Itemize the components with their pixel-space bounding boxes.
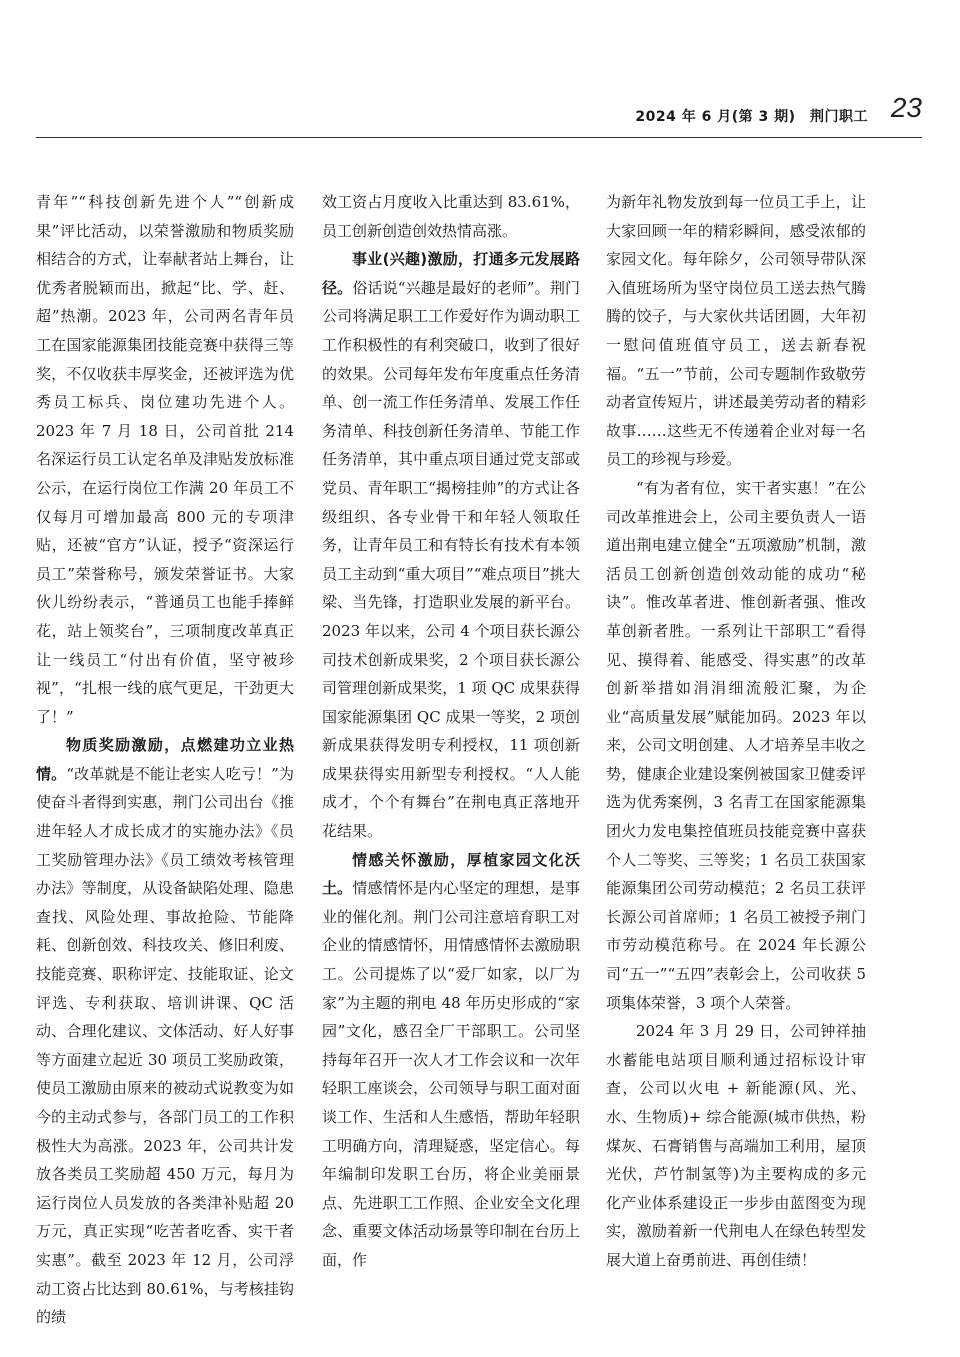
paragraph-body: 情感情怀是内心坚定的理想，是事业的催化剂。荆门公司注意培育职工对企业的情感情怀，用情感情怀去激励职工。公司提炼了以“爱厂如家，以厂为家”为主题的荆电 48 年历史形成的“家园”文化，感召全厂干部职工。公司坚持每年召开一次人才工作会议和一次年轻职工座谈会，公司领导与职工面对面谈工作、生活和人生感悟，帮助年轻职工明确方向，清理疑惑，坚定信心。每年编制印发职工台历，将企业美丽景点、先进职工工作照、企业安全文化理念、重要文体活动场景等印制在台历上面，作 bbox=[322, 879, 580, 1269]
issue-date: 2024 年 6 月(第 3 期) bbox=[635, 109, 796, 125]
page-number: 23 bbox=[890, 92, 922, 123]
section-heading: 事业(兴趣)激励，打通多元发展路径。 bbox=[322, 250, 580, 297]
paragraph: 青年”“科技创新先进个人”“创新成果”评比活动，以荣誉激励和物质奖励相结合的方式，让奉献者站上舞台，让优秀者脱颖而出，掀起“比、学、赶、超”热潮。2023 年，公司两名青年员工在国家能源集团技能竞赛中获得三等奖，不仅收获丰厚奖金，还被评选为优秀员工标兵、岗位建功先进个人。2023 年 7 月 18 日，公司首批 214 名深运行员工认定名单及津贴发放标准公示，在运行岗位工作满 20 年员工不仅每月可增加最高 800 元的专项津贴，还被“官方”认证，授予“资深运行员工”荣誉称号，颁发荣誉证书。大家伙儿纷纷表示，“普通员工也能手捧鲜花，站上领奖台”，三项制度改革真正让一线员工“付出有价值，坚守被珍视”，“扎根一线的底气更足，干劲更大了！” bbox=[36, 193, 294, 726]
article-column-3 bbox=[606, 188, 866, 1298]
paragraph bbox=[322, 245, 580, 845]
section-heading: 物质奖励激励，点燃建功立业热情。 bbox=[36, 736, 294, 783]
article-column-1 bbox=[36, 188, 294, 1327]
paragraph-body: 俗话说“兴趣是最好的老师”。荆门公司将满足职工工作爱好作为调动职工工作积极性的有利突破口，收到了很好的效果。公司每年发布年度重点任务清单、创一流工作任务清单、发展工作任务清单、科技创新任务清单、节能工作任务清单，其中重点项目通过党支部或党员、青年职工“揭榜挂帅”的方式让各级组织、各专业骨干和年轻人领取任务，让青年员工和有特长有技术有本领员工主动到“重大项目”“难点项目”挑大梁、当先锋，打造职业发展的新平台。2023 年以来，公司 4 个项目获长源公司技术创新成果奖，2 个项目获长源公司管理创新成果奖，1 项 QC 成果获得国家能源集团 QC 成果一等奖，2 项创新成果获得发明专利授权，11 项创新成果获得实用新型专利授权。“人人能成才，个个有舞台”在荆电真正落地开花结果。 bbox=[322, 278, 580, 841]
paragraph: 效工资占月度收入比重达到 83.61%，员工创新创造创效热情高涨。 bbox=[322, 193, 580, 240]
paragraph bbox=[322, 846, 580, 1275]
paragraph: 为新年礼物发放到每一位员工手上，让大家回顾一年的精彩瞬间，感受浓郁的家园文化。每年除夕，公司领导带队深入值班场所为坚守岗位员工送去热气腾腾的饺子，与大家伙共话团圆，大年初一慰问值班值守员工，送去新春祝福。“五一”节前，公司专题制作致敬劳动者宣传短片，讲述最美劳动者的精彩故事……这些无不传递着企业对每一名员工的珍视与珍爱。 bbox=[606, 193, 866, 469]
article-column-2 bbox=[322, 188, 580, 1298]
page-header bbox=[36, 92, 922, 136]
section-heading: 情感关怀激励，厚植家园文化沃土。 bbox=[322, 850, 580, 898]
header-rule bbox=[36, 137, 922, 138]
paragraph bbox=[36, 731, 294, 1331]
issue-and-publication bbox=[635, 106, 868, 126]
paragraph: 2024 年 3 月 29 日，公司钟祥抽水蓄能电站项目顺利通过招标设计审查，公司以火电 + 新能源(风、光、水、生物质)+ 综合能源(城市供热，粉煤灰、石膏销售与高端加工利用，屋顶光伏，芦竹制氢等)为主要构成的多元化产业体系建设正一步步由蓝图变为现实，激励着新一代荆电人在绿色转型发展大道上奋勇前进、再创佳绩！ bbox=[606, 1022, 866, 1269]
paragraph: “有为者有位，实干者实惠！”在公司改革推进会上，公司主要负责人一语道出荆电建立健全“五项激励”机制，激活员工创新创造创效动能的成功“秘诀”。惟改革者进、惟创新者强、惟改革创新者胜。一系列让干部职工“看得见、摸得着、能感受、得实惠”的改革创新举措如涓涓细流般汇聚，为企业“高质量发展”赋能加码。2023 年以来，公司文明创建、人才培养呈丰收之势，健康企业建设案例被国家卫健委评选为优秀案例，3 名青工在国家能源集团火力发电集控值班员技能竞赛中喜获个人二等奖、三等奖；1 名员工获国家能源集团公司劳动模范；2 名员工获评长源公司首席师；1 名员工被授予荆门市劳动模范称号。在 2024 年长源公司“五一”“五四”表彰会上，公司收获 5 项集体荣誉，3 项个人荣誉。 bbox=[606, 478, 866, 1012]
publication-name: 荆门职工 bbox=[810, 109, 868, 125]
paragraph-body: “改革就是不能让老实人吃亏！”为使奋斗者得到实惠，荆门公司出台《推进年轻人才成长成才的实施办法》《员工奖励管理办法》《员工绩效考核管理办法》等制度，从设备缺陷处理、隐患查找、风险处理、事故抢险、节能降耗、创新创效、科技攻关、修旧利废、技能竞赛、职称评定、技能取证、论文评选、专利获取、培训讲课、QC 活动、合理化建议、文体活动、好人好事等方面建立起近 30 项员工奖励政策，使员工激励由原来的被动式说教变为如今的主动式参与，各部门员工的工作积极性大为高涨。2023 年，公司共计发放各类员工奖励超 450 万元，每月为运行岗位人员发放的各类津补贴超 20 万元，真正实现“吃苦者吃香、实干者实惠”。截至 2023 年 12 月，公司浮动工资占比达到 80.61%，与考核挂钩的绩 bbox=[36, 764, 294, 1327]
